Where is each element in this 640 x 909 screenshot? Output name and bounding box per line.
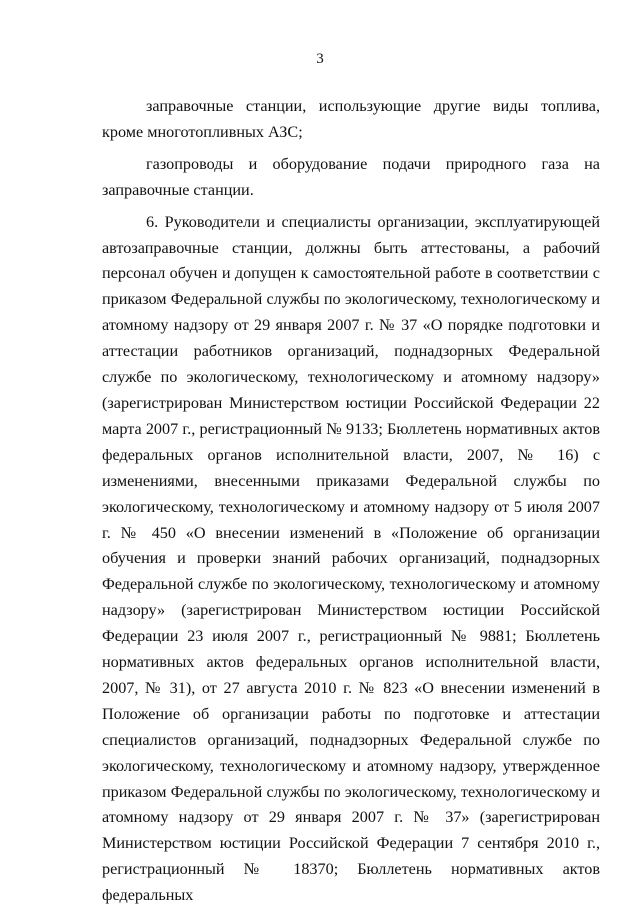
document-body — [102, 94, 600, 909]
paragraph-fuel-stations: заправочные станции, использующие другие виды топлива, кроме многотопливных АЗС; — [102, 97, 600, 141]
page-number: 3 — [316, 51, 324, 67]
paragraph-gas-pipelines: газопроводы и оборудование подачи природного газа на заправочные станции. — [102, 154, 600, 199]
paragraph-6-certification: 6. Руководители и специалисты организации, эксплуатирующей автозаправочные станции, должны быть аттестованы, а рабочий персонал обучен и допущен к самостоятельной работе в соответствии с приказом Федеральной службы по экологическому, технологическому и атомному надзору от 29 января 2007 г. № 37 «О порядке подготовки и аттестации работников организаций, поднадзорных Федеральной службе по экологическому, технологическому и атомному надзору» (зарегистрирован Министерством юстиции Российской Федерации 22 марта 2007 г., регистрационный № 9133; Бюллетень нормативных актов федеральных органов исполнительной власти, 2007, № 16) с изменениями, внесенными приказами Федеральной службы по экологическому, технологическому и атомному надзору от 5 июля 2007 г. № 450 «О внесении изменений в «Положение об организации обучения и проверки знаний рабочих организаций, поднадзорных Федеральной службе по экологическому, технологическому и атомному надзору» (зарегистрирован Министерством юстиции Российской Федерации 23 июля 2007 г., регистрационный № 9881; Бюллетень нормативных актов федеральных органов исполнительной власти, 2007, № 31), от 27 августа 2010 г. № 823 «О внесении изменений в Положение об организации работы по подготовке и аттестации специалистов организаций, поднадзорных Федеральной службе по экологическому, технологическому и атомному надзору, утвержденное приказом Федеральной службы по экологическому, технологическому и атомному надзору от 29 января 2007 г. № 37» (зарегистрирован Министерством юстиции Российской Федерации 7 сентября 2010 г., регистрационный № 18370; Бюллетень нормативных актов федеральных — [102, 212, 600, 905]
